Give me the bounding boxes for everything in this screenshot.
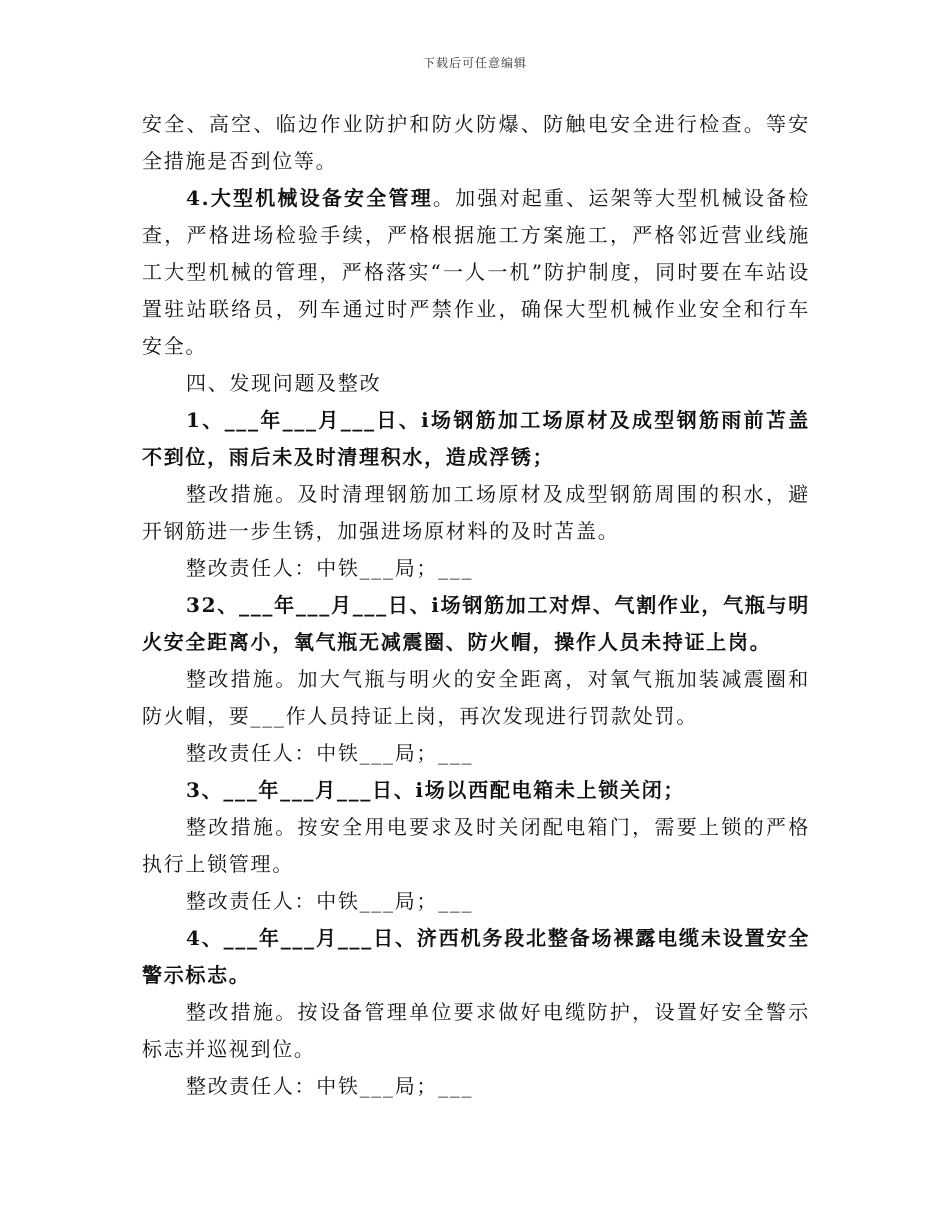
issue-1: 1、___年___月___日、i场钢筋加工场原材及成型钢筋雨前苫盖不到位，雨后未及时清理积水，造成浮锈； [142,408,810,469]
issue-4: 4、___年___月___日、济西机务段北整备场裸露电缆未设置安全警示标志。 [142,926,810,987]
large-machinery-heading: 4.大型机械设备安全管理 [186,186,433,210]
responsible-3: 整改责任人：中铁___局；___ [186,889,474,913]
issue-2: 32、___年___月___日、i场钢筋加工对焊、气割作业，气瓶与明火安全距离小，氧气瓶无减震圈、防火帽，操作人员未持证上岗。 [142,593,810,654]
paragraph-large-machinery [142,180,810,365]
fix-2: 整改措施。加大气瓶与明火的安全距离，对氧气瓶加装减震圈和防火帽，要___作人员持证上岗，再次发现进行罚款处罚。 [142,667,810,728]
section-heading-issues: 四、发现问题及整改 [186,371,382,395]
fix-4: 整改措施。按设备管理单位要求做好电缆防护，设置好安全警示标志并巡视到位。 [142,1000,810,1061]
large-machinery-text: 。加强对起重、运架等大型机械设备检查，严格进场检验手续，严格根据施工方案施工，严格邻近营业线施工大型机械的管理，严格落实“一人一机”防护制度，同时要在车站设置驻站联络员，列车通过时严禁作业，确保大型机械作业安全和行车安全。 [142,186,810,358]
fix-3: 整改措施。按安全用电要求及时关闭配电箱门，需要上锁的严格执行上锁管理。 [142,815,810,876]
document-body [142,106,810,1105]
responsible-4: 整改责任人：中铁___局；___ [186,1074,474,1098]
issue-3: 3、___年___月___日、i场以西配电箱未上锁关闭； [186,778,686,802]
responsible-1: 整改责任人：中铁___局；___ [186,556,474,580]
fix-1: 整改措施。及时清理钢筋加工场原材及成型钢筋周围的积水，避开钢筋进一步生锈，加强进场原材料的及时苫盖。 [142,482,810,543]
page-header-note: 下载后可任意编辑 [422,56,527,70]
paragraph-safety-check: 安全、高空、临边作业防护和防火防爆、防触电安全进行检查。等安全措施是否到位等。 [142,112,810,173]
responsible-2: 整改责任人：中铁___局；___ [186,741,474,765]
